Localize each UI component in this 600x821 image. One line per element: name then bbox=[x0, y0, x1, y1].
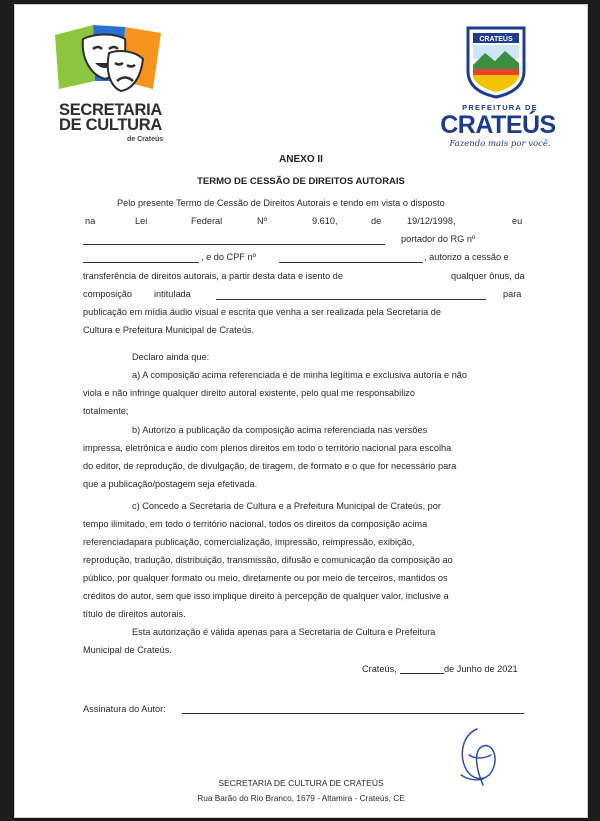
text-line: referenciadapara publicação, comercialização, impressão, reimpressão, exibição, bbox=[83, 537, 415, 547]
text-line: viola e não infringe qualquer direito autoral existente, pelo qual me responsabilizo bbox=[83, 388, 415, 398]
text-line: para bbox=[503, 289, 522, 299]
date-day-blank-line bbox=[400, 673, 444, 674]
secretaria-cultura-logo bbox=[53, 23, 165, 153]
text-line: , autorizo a cessão e bbox=[424, 252, 509, 262]
footer-organization: SECRETARIA DE CULTURA DE CRATEÚS bbox=[218, 778, 384, 788]
text-line: Esta autorização é válida apenas para a Secretaria de Cultura e Prefeitura bbox=[132, 627, 436, 637]
word: de bbox=[371, 216, 382, 226]
text-line: Declaro ainda que: bbox=[132, 352, 210, 362]
text-line: público, por qualquer formato ou meio, diretamente ou por meio de terceiros, mantidos os bbox=[83, 573, 448, 583]
text-line: tempo ilimitado, em todo o território nacional, todos os direitos da composição acima bbox=[83, 519, 428, 529]
text-line: Cultura e Prefeitura Municipal de Crateús. bbox=[83, 325, 255, 335]
date-month-year: de Junho de 2021 bbox=[444, 664, 518, 674]
text-line: transferência de direitos autorais, a partir desta data e isento de bbox=[83, 271, 343, 281]
text-line: b) Autorizo a publicação da composição acima referenciada nas versões bbox=[132, 425, 428, 435]
text-line: composição bbox=[83, 289, 133, 299]
text-line: a) A composição acima referenciada é de minha legítima e exclusiva autoria e não bbox=[132, 370, 468, 380]
text-line: qualquer ônus, da bbox=[451, 271, 525, 281]
text-line: créditos do autor, sem que isso implique direito à percepção de qualquer valor, inclusive a bbox=[83, 591, 449, 601]
prefeitura-label: PREFEITURA DE bbox=[462, 103, 538, 112]
prefeitura-crateus-logo bbox=[433, 25, 565, 157]
word: Nº bbox=[257, 216, 267, 226]
text-line: que a publicação/postagem seja efetivada. bbox=[83, 479, 258, 489]
word: eu bbox=[512, 216, 523, 226]
signature-line bbox=[182, 713, 524, 714]
word: Lei bbox=[135, 216, 148, 226]
text-line: impressa, eletrônica e áudio com plenos direitos em todo o território nacional para escolha bbox=[83, 443, 452, 453]
text-line: publicação em mídia áudio visual e escrita que venha a ser realizada pela Secretaria de bbox=[83, 307, 442, 317]
svg-text:CRATEÚS: CRATEÚS bbox=[479, 36, 513, 43]
date-city: Crateús, bbox=[362, 664, 397, 674]
text-line: Municipal de Crateús. bbox=[83, 645, 172, 655]
word: na bbox=[85, 216, 96, 226]
signature-label: Assinatura do Autor: bbox=[83, 704, 166, 714]
text-line: título de direitos autorais. bbox=[83, 609, 186, 619]
prefeitura-city-name: CRATEÚS bbox=[440, 111, 556, 139]
word: 9.610, bbox=[312, 216, 338, 226]
title-blank-line bbox=[216, 299, 486, 300]
theater-masks-icon bbox=[53, 23, 163, 99]
footer-address: Rua Barão do Rio Branco, 1679 - Altamira - Crateús, CE bbox=[197, 793, 405, 803]
document-page bbox=[14, 4, 588, 818]
secretaria-logo-subtitle: de Crateús bbox=[127, 136, 164, 143]
text-line: Pelo presente Termo de Cessão de Direitos Autorais e tendo em vista o disposto bbox=[117, 198, 445, 208]
text-line: intitulada bbox=[154, 289, 191, 299]
prefeitura-slogan: Fazendo mais por você. bbox=[449, 139, 551, 149]
text-line: portador do RG nº bbox=[401, 234, 476, 244]
text-line: c) Concedo a Secretaria de Cultura e a Prefeitura Municipal de Crateús, por bbox=[132, 501, 441, 511]
word: 19/12/1998, bbox=[407, 216, 456, 226]
secretaria-logo-title: SECRETARIA DE CULTURA bbox=[59, 101, 163, 134]
document-title: TERMO DE CESSÃO DE DIREITOS AUTORAIS bbox=[197, 176, 405, 187]
annex-title: ANEXO II bbox=[279, 154, 323, 165]
rg-blank-line bbox=[83, 262, 199, 263]
word: Federal bbox=[191, 216, 223, 226]
text-line: , e do CPF nº bbox=[201, 252, 256, 262]
city-crest-icon bbox=[465, 25, 527, 99]
text-line: reprodução, tradução, distribuição, transmissão, difusão e comunicação da composição ao bbox=[83, 555, 453, 565]
cpf-blank-line bbox=[279, 262, 423, 263]
name-blank-line bbox=[83, 244, 385, 245]
text-line: do editor, de reprodução, de divulgação, de tiragem, de formato e o que for necessário para bbox=[83, 461, 457, 471]
text-line: totalmente; bbox=[83, 406, 129, 416]
